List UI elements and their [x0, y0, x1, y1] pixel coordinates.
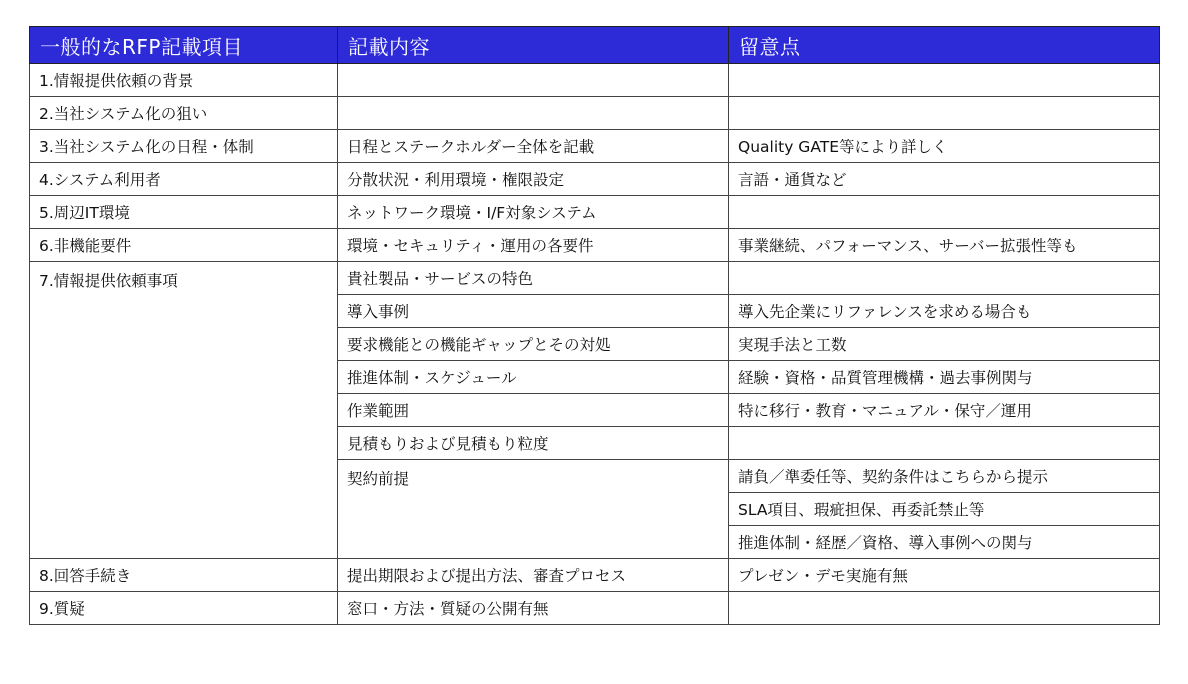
note-cell: 推進体制・経歴／資格、導入事例への関与	[729, 526, 1160, 559]
note-cell: Quality GATE等により詳しく	[729, 130, 1160, 163]
note-cell	[729, 262, 1160, 295]
item-cell: 5.周辺IT環境	[30, 196, 338, 229]
note-cell: 実現手法と工数	[729, 328, 1160, 361]
content-cell: 作業範囲	[338, 394, 729, 427]
table-row	[30, 97, 1160, 130]
note-cell: 言語・通貨など	[729, 163, 1160, 196]
table-row	[30, 262, 1160, 295]
content-cell: 提出期限および提出方法、審査プロセス	[338, 559, 729, 592]
note-cell: プレゼン・デモ実施有無	[729, 559, 1160, 592]
note-cell: 経験・資格・品質管理機構・過去事例関与	[729, 361, 1160, 394]
note-cell: 事業継続、パフォーマンス、サーバー拡張性等も	[729, 229, 1160, 262]
table-row	[30, 592, 1160, 625]
note-cell	[729, 64, 1160, 97]
item-cell: 9.質疑	[30, 592, 338, 625]
note-cell	[729, 592, 1160, 625]
content-cell: 日程とステークホルダー全体を記載	[338, 130, 729, 163]
content-cell: 見積もりおよび見積もり粒度	[338, 427, 729, 460]
content-cell: 推進体制・スケジュール	[338, 361, 729, 394]
table-header-row	[30, 27, 1160, 64]
item-cell: 8.回答手続き	[30, 559, 338, 592]
note-cell: SLA項目、瑕疵担保、再委託禁止等	[729, 493, 1160, 526]
item-cell: 2.当社システム化の狙い	[30, 97, 338, 130]
header-content: 記載内容	[338, 27, 729, 64]
content-cell: ネットワーク環境・I/F対象システム	[338, 196, 729, 229]
item-cell: 1.情報提供依頼の背景	[30, 64, 338, 97]
rfp-items-table	[29, 26, 1160, 625]
content-cell	[338, 64, 729, 97]
content-cell: 要求機能との機能ギャップとその対処	[338, 328, 729, 361]
item-cell-info-request: 7.情報提供依頼事項	[30, 262, 338, 559]
item-cell: 4.システム利用者	[30, 163, 338, 196]
note-cell: 請負／準委任等、契約条件はこちらから提示	[729, 460, 1160, 493]
content-cell: 分散状況・利用環境・権限設定	[338, 163, 729, 196]
header-rfp-item: 一般的なRFP記載項目	[30, 27, 338, 64]
content-cell	[338, 97, 729, 130]
note-cell	[729, 196, 1160, 229]
table-row	[30, 130, 1160, 163]
table-row	[30, 559, 1160, 592]
table-row	[30, 64, 1160, 97]
note-cell	[729, 427, 1160, 460]
content-cell-contract: 契約前提	[338, 460, 729, 559]
item-cell: 3.当社システム化の日程・体制	[30, 130, 338, 163]
table-row	[30, 163, 1160, 196]
content-cell: 環境・セキュリティ・運用の各要件	[338, 229, 729, 262]
content-cell: 貴社製品・サービスの特色	[338, 262, 729, 295]
table-row	[30, 196, 1160, 229]
note-cell: 特に移行・教育・マニュアル・保守／運用	[729, 394, 1160, 427]
note-cell: 導入先企業にリファレンスを求める場合も	[729, 295, 1160, 328]
item-cell: 6.非機能要件	[30, 229, 338, 262]
table-row	[30, 229, 1160, 262]
content-cell: 導入事例	[338, 295, 729, 328]
content-cell: 窓口・方法・質疑の公開有無	[338, 592, 729, 625]
header-notes: 留意点	[729, 27, 1160, 64]
note-cell	[729, 97, 1160, 130]
